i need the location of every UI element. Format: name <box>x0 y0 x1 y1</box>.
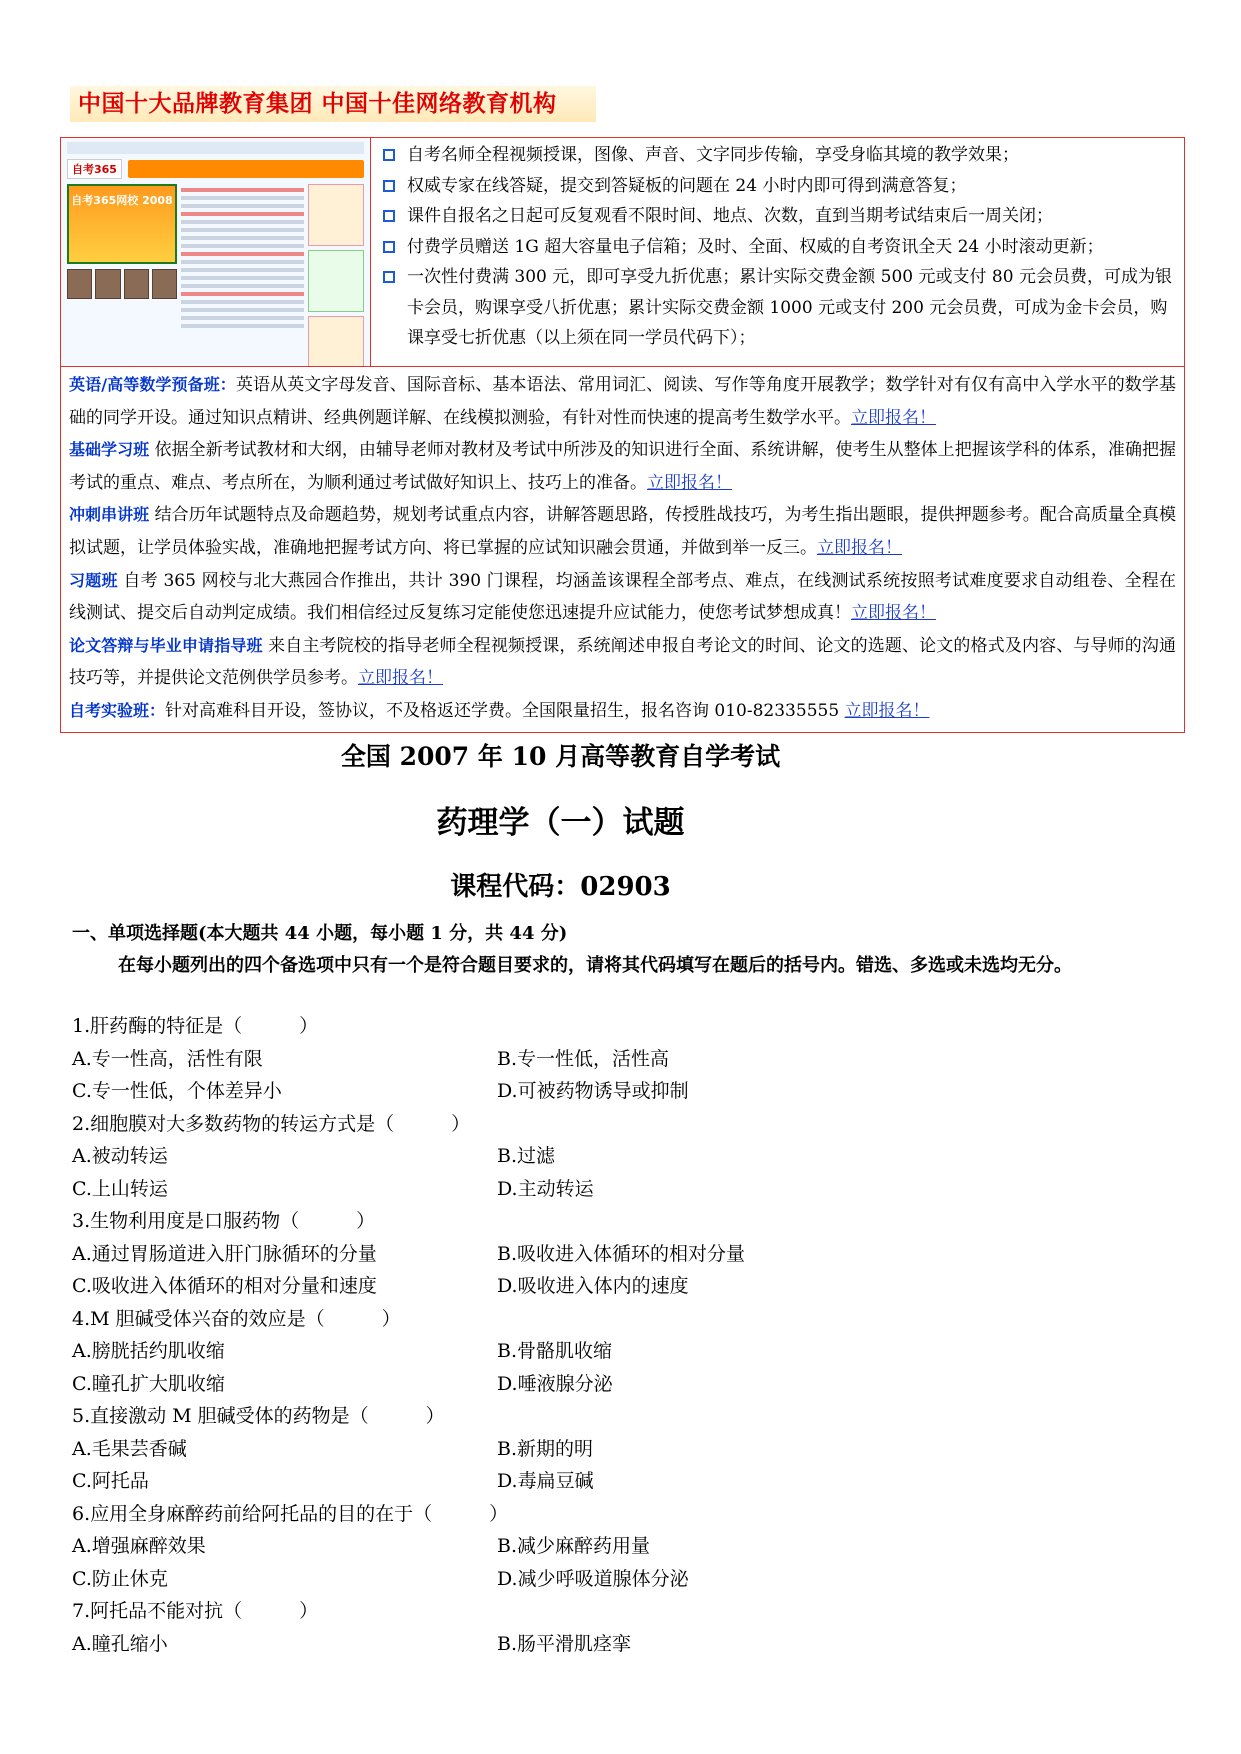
option: D.主动转运 <box>497 1177 594 1200</box>
option: D.唾液腺分泌 <box>497 1372 613 1395</box>
option: A.毛果芸香碱 <box>72 1437 187 1460</box>
option: C.上山转运 <box>72 1177 168 1200</box>
feature-item: 付费学员赠送 1G 超大容量电子信箱；及时、全面、权威的自考资讯全天 24 小时滚动更新； <box>381 232 1174 263</box>
question <box>72 1108 1182 1206</box>
option: B.吸收进入体循环的相对分量 <box>497 1242 746 1265</box>
question-stem: 2.细胞膜对大多数药物的转运方式是（ ） <box>72 1112 471 1135</box>
question <box>72 1400 1182 1498</box>
option: B.过滤 <box>497 1145 556 1167</box>
question-stem: 4.M 胆碱受体兴奋的效应是（ ） <box>72 1307 401 1330</box>
checkbox-icon <box>383 149 395 161</box>
class-item-thesis: 论文答辩与毕业申请指导班 来自主考院校的指导老师全程视频授课，系统阐述申报自考论文的时间、论文的选题、论文的格式及内容、与导师的沟通技巧等，并提供论文范例供学员参考。立即报名！ <box>69 635 1177 689</box>
question-stem: 3.生物利用度是口服药物（ ） <box>72 1210 376 1232</box>
class-list <box>61 367 1184 732</box>
question-stem: 6.应用全身麻醉药前给阿托品的目的在于（ ） <box>72 1502 509 1525</box>
question-stem: 5.直接激动 M 胆碱受体的药物是（ ） <box>72 1405 445 1427</box>
option: B.新期的明 <box>497 1437 594 1460</box>
site-logo: 自考365 <box>67 159 122 179</box>
exam-title: 全国 2007 年 10 月高等教育自学考试 <box>340 742 781 771</box>
promo-block: 自考365网校 2008 <box>67 184 177 264</box>
option: D.毒扁豆碱 <box>497 1470 594 1492</box>
enroll-link[interactable]: 立即报名！ <box>851 407 936 428</box>
question <box>72 1595 1182 1660</box>
checkbox-icon <box>383 180 395 192</box>
option: B.专一性低，活性高 <box>497 1047 670 1070</box>
class-item-preparatory: 英语/高等数学预备班：英语从英文字母发音、国际音标、基本语法、常用词汇、阅读、写作等角度开展教学；数学针对有仅有高中入学水平的数学基础的同学开设。通过知识点精讲、经典例题详解、在线模拟测验，有针对性而快速的提高考生数学水平。立即报名！ <box>69 375 1176 428</box>
question-stem: 1.肝药酶的特征是（ ） <box>72 1015 319 1037</box>
section-instruction: 在每小题列出的四个备选项中只有一个是符合题目要求的，请将其代码填写在题后的括号内。错选、多选或未选均无分。 <box>118 955 1072 976</box>
enroll-link[interactable]: 立即报名！ <box>647 472 732 493</box>
advertisement-panel <box>60 137 1185 733</box>
feature-item: 权威专家在线答疑，提交到答疑板的问题在 24 小时内即可得到满意答复； <box>381 171 1174 202</box>
option: A.通过胃肠道进入肝门脉循环的分量 <box>72 1242 377 1265</box>
feature-list <box>371 138 1184 366</box>
option: D.减少呼吸道腺体分泌 <box>497 1567 689 1590</box>
enroll-link[interactable]: 立即报名！ <box>851 603 936 624</box>
question <box>72 1303 1182 1401</box>
option: B.骨骼肌收缩 <box>497 1340 613 1362</box>
option: C.阿托品 <box>72 1470 149 1492</box>
question-list <box>72 1010 1182 1660</box>
option: A.瞳孔缩小 <box>72 1632 168 1655</box>
subject-title: 药理学（一）试题 <box>436 805 685 841</box>
feature-item: 课件自报名之日起可反复观看不限时间、地点、次数，直到当期考试结束后一周关闭； <box>381 201 1174 232</box>
checkbox-icon <box>383 241 395 253</box>
option: A.膀胱括约肌收缩 <box>72 1340 225 1362</box>
feature-item: 自考名师全程视频授课，图像、声音、文字同步传输，享受身临其境的教学效果； <box>381 140 1174 171</box>
course-code: 课程代码：02903 <box>450 872 671 902</box>
option: D.吸收进入体内的速度 <box>497 1275 689 1297</box>
brand-banner: 中国十大品牌教育集团 中国十佳网络教育机构 <box>70 86 596 122</box>
enroll-link[interactable]: 立即报名！ <box>358 668 443 689</box>
question-stem: 7.阿托品不能对抗（ ） <box>72 1600 319 1622</box>
question <box>72 1498 1182 1596</box>
section-heading: 一、单项选择题(本大题共 44 小题，每小题 1 分，共 44 分) <box>72 923 568 944</box>
checkbox-icon <box>383 210 395 222</box>
option: D.可被药物诱导或抑制 <box>497 1080 689 1102</box>
option: A.被动转运 <box>72 1145 168 1167</box>
class-item-exercise: 习题班 自考 365 网校与北大燕园合作推出，共计 390 门课程，均涵盖该课程全部考点、难点，在线测试系统按照考试难度要求自动组卷、全程在线测试、提交后自动判定成绩。我们相信经过反复练习定能使您迅速提升应试能力，使您考试梦想成真！立即报名！ <box>69 570 1176 624</box>
class-item-basic: 基础学习班 依据全新考试教材和大纲，由辅导老师对教材及考试中所涉及的知识进行全面、系统讲解，使考生从整体上把握该学科的体系，准确把握考试的重点、难点、考点所在，为顺利通过考试做好知识上、技巧上的准备。立即报名！ <box>69 440 1176 493</box>
class-item-sprint: 冲刺串讲班 结合历年试题特点及命题趋势，规划考试重点内容，讲解答题思路，传授胜战技巧，为考生指出题眼，提供押题参考。配合高质量全真模拟试题，让学员体验实战，准确地把握考试方向、将已掌握的应试知识融会贯通，并做到举一反三。立即报名！ <box>69 505 1176 558</box>
option: A.增强麻醉效果 <box>72 1535 206 1557</box>
option: B.肠平滑肌痉挛 <box>497 1632 632 1655</box>
enroll-link[interactable]: 立即报名！ <box>817 537 902 558</box>
option: A.专一性高，活性有限 <box>72 1047 263 1070</box>
enroll-link[interactable]: 立即报名！ <box>844 700 930 721</box>
option: C.专一性低，个体差异小 <box>72 1080 282 1102</box>
question <box>72 1205 1182 1303</box>
option: C.防止休克 <box>72 1567 168 1590</box>
feature-item: 一次性付费满 300 元，即可享受九折优惠；累计实际交费金额 500 元或支付 80 元会员费，可成为银卡会员，购课享受八折优惠；累计实际交费金额 1000 元或支付 200 元会员费，可成为金卡会员，购课享受七折优惠（以上须在同一学员代码下）； <box>381 262 1174 354</box>
option: C.吸收进入体循环的相对分量和速度 <box>72 1275 377 1297</box>
class-item-experimental: 自考实验班：针对高难科目开设，签协议，不及格返还学费。全国限量招生，报名咨询 010-82335555 立即报名！ <box>69 700 930 721</box>
option: B.减少麻醉药用量 <box>497 1535 651 1557</box>
section-header <box>72 918 1182 982</box>
website-screenshot-thumbnail[interactable] <box>61 138 371 366</box>
checkbox-icon <box>383 271 395 283</box>
question <box>72 1010 1182 1108</box>
option: C.瞳孔扩大肌收缩 <box>72 1372 225 1395</box>
